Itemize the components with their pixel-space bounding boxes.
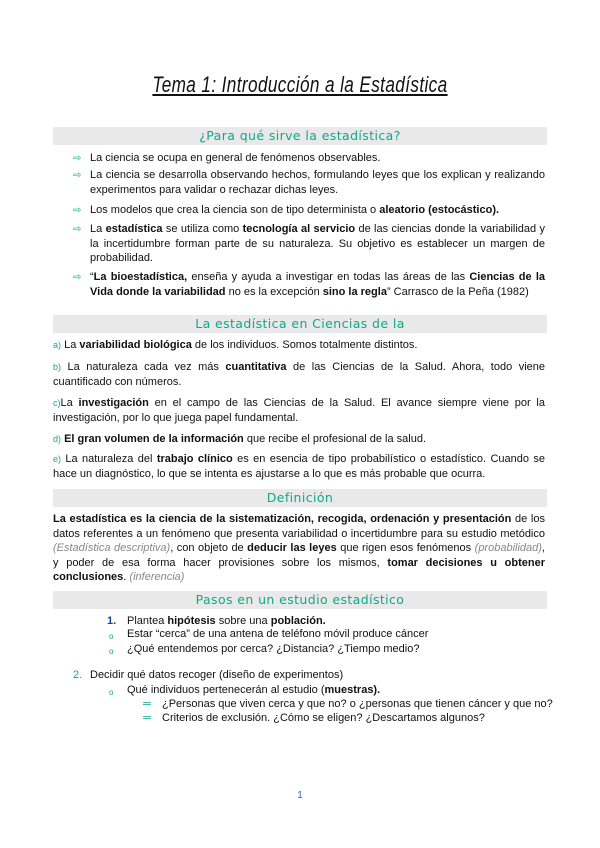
step-1-sub-2: ¿Qué entendemos por cerca? ¿Distancia? ¿Tiempo medio? <box>127 643 420 655</box>
arrow-bullet-icon: ⇨ <box>73 170 82 181</box>
section-heading-steps: Pasos en un estudio estadístico <box>53 591 547 609</box>
arrow-bullet-icon: ⇨ <box>73 205 82 216</box>
circle-bullet-icon: o <box>109 688 114 697</box>
health-item-a: a) La variabilidad biológica de los individuos. Somos totalmente distintos. <box>53 339 418 351</box>
arrow-bullet-icon: ⇨ <box>73 153 82 164</box>
step-2-detail-1: ¿Personas que viven cerca y que no? o ¿personas que tienen cáncer y que no? <box>162 698 553 710</box>
purpose-bullet-5: “La bioestadística, enseña y ayuda a investigar en todas las áreas de las Ciencias de la Vida donde la variabilidad no es la excepción sino la regla” Carrasco de la Peña (1982) <box>90 271 546 298</box>
section-heading-definition: Definición <box>53 489 547 507</box>
purpose-bullet-2: La ciencia se desarrolla observando hechos, formulando leyes que los explican y realizando experimentos para validar o rechazar dichas leyes. <box>90 169 545 196</box>
health-item-c: c)La investigación en el campo de las Ciencias de la Salud. El avance siempre viene por la investigación, por lo que juega papel fundamental. <box>53 397 545 424</box>
section-heading-purpose: ¿Para qué sirve la estadística? <box>53 127 547 145</box>
dash-bullet-icon: ═ <box>143 712 151 724</box>
page-number: 1 <box>297 790 303 801</box>
step-2-detail-2: Criterios de exclusión. ¿Cómo se eligen? ¿Descartamos algunos? <box>162 712 485 724</box>
dash-bullet-icon: ═ <box>143 698 151 710</box>
step-1: Plantea hipótesis sobre una población. <box>127 615 326 627</box>
purpose-bullet-1: La ciencia se ocupa en general de fenómenos observables. <box>90 152 381 164</box>
arrow-bullet-icon: ⇨ <box>73 224 82 235</box>
step-1-sub-1: Estar “cerca” de una antena de teléfono móvil produce cáncer <box>127 628 429 640</box>
step-2: Decidir qué datos recoger (diseño de experimentos) <box>90 669 344 681</box>
arrow-bullet-icon: ⇨ <box>73 272 82 283</box>
health-item-d: d) El gran volumen de la información que recibe el profesional de la salud. <box>53 433 427 445</box>
step-1-number: 1. <box>107 615 117 627</box>
step-2-number: 2. <box>73 669 83 681</box>
health-item-b: b) La naturaleza cada vez más cuantitativa de las Ciencias de la Salud. Ahora, todo viene cuantificado con números. <box>53 361 545 388</box>
health-item-e: e) La naturaleza del trabajo clínico es en esencia de tipo probabilístico o estadístico. Cuando se hace un diagnóstico, lo que se intenta es ajustarse a lo que es más probable que ocurra. <box>53 453 545 480</box>
purpose-bullet-3: Los modelos que crea la ciencia son de tipo determinista o aleatorio (estocástico). <box>90 204 500 216</box>
circle-bullet-icon: o <box>109 647 114 656</box>
circle-bullet-icon: o <box>109 632 114 641</box>
page-title: Tema 1: Introducción a la Estadística <box>152 72 448 97</box>
purpose-bullet-4: La estadística se utiliza como tecnología al servicio de las ciencias donde la variabilidad y la incertidumbre forman parte de su naturaleza. Su objetivo es establecer un margen de probabilidad. <box>90 223 545 265</box>
section-heading-health-sciences: La estadística en Ciencias de la <box>53 315 547 333</box>
step-2-sub-1: Qué individuos pertenecerán al estudio (muestras). <box>127 684 381 696</box>
definition-paragraph: La estadística es la ciencia de la sistematización, recogida, ordenación y presentación de los datos referentes a un fenómeno que presenta variabilidad o incertidumbre para su estudio metódico (Estadística descriptiva), con objeto de deducir las leyes que rigen esos fenómenos (probabilidad), y poder de esa forma hacer provisiones sobre los mismos, tomar decisiones u obtener conclusiones. (inferencia) <box>53 513 545 584</box>
